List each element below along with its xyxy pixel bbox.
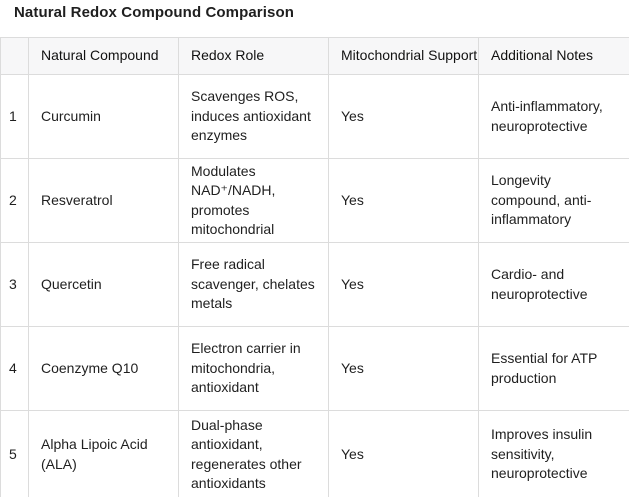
cell-mitochondrial-support: Yes [329, 243, 479, 327]
header-mitochondrial-support: Mitochondrial Support [329, 38, 479, 75]
row-index: 3 [1, 243, 29, 327]
cell-mitochondrial-support: Yes [329, 75, 479, 159]
cell-additional-notes: Longevity compound, anti-inflammatory [479, 159, 629, 243]
table-row [1, 159, 629, 243]
table-row [1, 327, 629, 411]
cell-redox-role: Scavenges ROS, induces antioxidant enzymes [179, 75, 329, 159]
cell-additional-notes: Improves insulin sensitivity, neuroprotective [479, 411, 629, 497]
row-index: 2 [1, 159, 29, 243]
comparison-table-container[interactable] [0, 37, 629, 497]
header-compound: Natural Compound [29, 38, 179, 75]
table-header-row [1, 38, 629, 75]
row-index: 5 [1, 411, 29, 497]
cell-additional-notes: Cardio- and neuroprotective [479, 243, 629, 327]
cell-compound: Resveratrol [29, 159, 179, 243]
cell-redox-role: Free radical scavenger, chelates metals [179, 243, 329, 327]
header-redox-role: Redox Role [179, 38, 329, 75]
cell-additional-notes: Essential for ATP production [479, 327, 629, 411]
cell-mitochondrial-support: Yes [329, 411, 479, 497]
table-row [1, 243, 629, 327]
cell-additional-notes: Anti-inflammatory, neuroprotective [479, 75, 629, 159]
cell-redox-role: Modulates NAD⁺/NADH, promotes mitochondrial [179, 159, 329, 243]
header-index [1, 38, 29, 75]
header-additional-notes: Additional Notes [479, 38, 629, 75]
table-row [1, 75, 629, 159]
cell-mitochondrial-support: Yes [329, 327, 479, 411]
comparison-table [0, 37, 629, 497]
cell-mitochondrial-support: Yes [329, 159, 479, 243]
cell-compound: Alpha Lipoic Acid (ALA) [29, 411, 179, 497]
cell-redox-role: Electron carrier in mitochondria, antioxidant [179, 327, 329, 411]
cell-compound: Coenzyme Q10 [29, 327, 179, 411]
cell-compound: Curcumin [29, 75, 179, 159]
cell-compound: Quercetin [29, 243, 179, 327]
table-row [1, 411, 629, 497]
cell-redox-role: Dual-phase antioxidant, regenerates other antioxidants [179, 411, 329, 497]
page-title: Natural Redox Compound Comparison [14, 4, 294, 21]
row-index: 4 [1, 327, 29, 411]
row-index: 1 [1, 75, 29, 159]
